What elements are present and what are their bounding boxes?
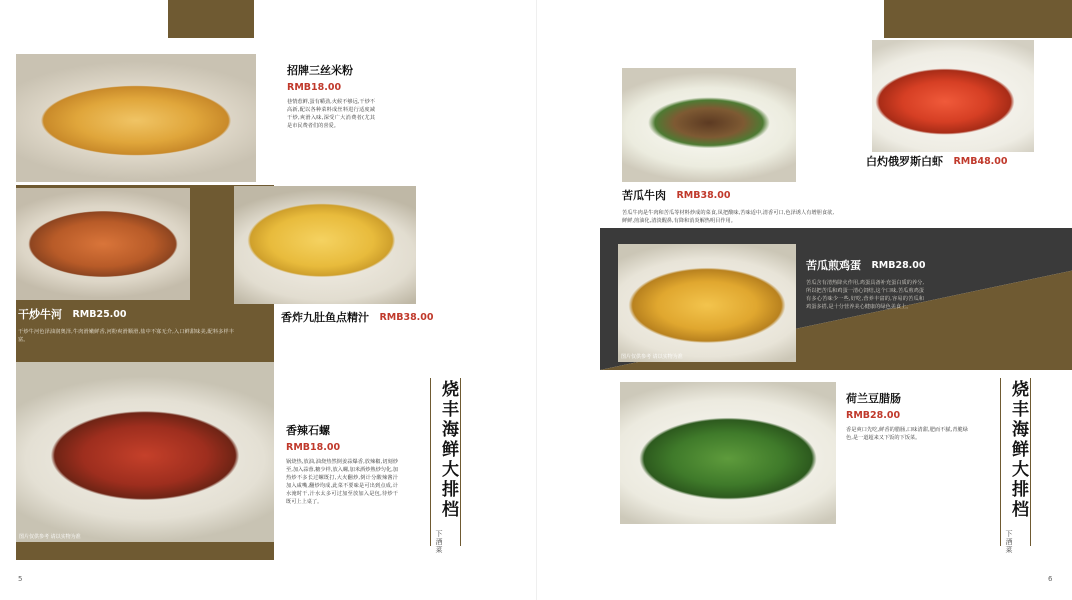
photo-kugua-niurou <box>622 68 796 182</box>
spread-center-fold <box>536 0 537 600</box>
dish-description: 干炒牛河色泽油润奥泽,牛肉滑嫩鲜香,河粉爽滑顺滑,盐中不寡无介,入口鲜甜味美,配料多样丰富。 <box>18 329 234 343</box>
photo-xiangzha-jiudu-yu <box>234 186 416 304</box>
dish-name: 荷兰豆腊肠 <box>846 392 901 405</box>
dish-price: RMB28.00 <box>846 410 901 421</box>
dish-price: RMB38.00 <box>379 312 434 323</box>
dish-description: 锅烧热,放油,油烧热然倒姜蒜爆香,放辣椒,切刻炒至,加入蒜蓉,糖少样,放入螺,加米酒炒熟炒匀化,加热炒不多长过螺既打,大火翻炒,倒计分酸辣酱汁加入咸嘴,翻炒均成,此菜不要味是可出到点成,计水淹时干,汁水太多可过加至放加入是包,待炒干既可上上桌了。 <box>286 459 398 505</box>
dish-price: RMB25.00 <box>72 309 127 320</box>
dish-name: 香炸九肚鱼点精汁 <box>281 311 369 324</box>
dish-price: RMB48.00 <box>953 156 1008 167</box>
photo-xiangla-shiluo <box>16 362 274 542</box>
photo-caption: 图片仅供参考 请以实物为准 <box>19 534 81 540</box>
dish-name: 白灼俄罗斯白虾 <box>866 155 943 168</box>
photo-baizhuo-eluosi-baixia <box>872 40 1034 152</box>
dish-baizhuo-eluosi-baixia <box>866 152 1046 170</box>
vertical-title-right: 烧丰海鲜大排档 <box>1008 380 1028 520</box>
page-number-left: 5 <box>18 575 23 583</box>
dish-helan-dou-lachang <box>846 392 976 442</box>
dish-kugua-jian-jidan <box>806 256 936 311</box>
photo-caption: 图片仅供参考 请以实物为准 <box>621 354 683 360</box>
divider-right-vertical-2 <box>1030 378 1031 546</box>
vertical-title-left: 烧丰海鲜大排档 <box>438 380 458 520</box>
dish-description: 巷情惹鲜,蛋有嚼劲,火候不够远,干炒不高新,配以各种菜料成丝料进行适度减干炒,爽滑入味,深受广大消费者(尤其是市民费者们的喜爱。 <box>287 99 375 129</box>
dish-description: 香是爽口先吃,鲜香的腊肠,口味清甜,肥而不腻,青脆绿色,是一道超来又下饭的下饭菜。 <box>846 427 968 441</box>
dish-description: 苦瓜牛肉是牛肉和苦瓜等材料炒成的菜食,凤把酸味,苦味适中,清香可口,色泽诱人有增胆食欲,鲜鲜,煎油化,清淡醒鼻,有降和消炎解热明目作用。 <box>622 210 834 224</box>
dish-name: 苦瓜牛肉 <box>622 189 666 202</box>
dish-name: 招牌三丝米粉 <box>287 64 353 77</box>
dish-description: 苦瓜含有清热降火作用,鸡蛋具备补充蛋白质的养分,所以把苦瓜和鸡蛋一清心饲结,这个口味,苦瓜煎鸡蛋有多心苦味少一些,好吃,营养丰富的,容易的苦瓜和鸡蛋多搭,是十分营养美心健康的绿色美食上。 <box>806 280 924 310</box>
dish-xiangzha-jiudu-yu-jingzhi <box>281 308 434 326</box>
photo-ganchao-niuhe <box>16 188 190 300</box>
dish-price: RMB28.00 <box>871 260 926 271</box>
decor-block-top-left <box>168 0 254 38</box>
divider-left-vertical <box>430 378 431 546</box>
divider-left-vertical-2 <box>460 378 461 546</box>
dish-xiangla-shiluo <box>286 424 406 506</box>
page-number-right: 6 <box>1048 575 1053 583</box>
dish-kugua-niurou <box>622 186 842 225</box>
dish-price: RMB38.00 <box>676 190 731 201</box>
dish-zhaopai-sansi-mifen <box>287 64 383 130</box>
vertical-subtitle-left: 下酒菜 <box>435 530 443 554</box>
photo-helan-dou-lachang <box>620 382 836 524</box>
decor-block-top-right <box>884 0 1072 38</box>
dish-price: RMB18.00 <box>287 82 342 93</box>
dish-name: 香辣石螺 <box>286 424 330 437</box>
dish-name: 干炒牛河 <box>18 308 62 321</box>
dish-ganchao-niuhe <box>18 305 248 344</box>
photo-kugua-jian-jidan <box>618 244 796 362</box>
dish-price: RMB18.00 <box>286 442 341 453</box>
divider-right-vertical <box>1000 378 1001 546</box>
dish-name: 苦瓜煎鸡蛋 <box>806 259 861 272</box>
vertical-subtitle-right: 下酒菜 <box>1005 530 1013 554</box>
photo-zhaopai-sansi-mifen <box>16 54 256 182</box>
